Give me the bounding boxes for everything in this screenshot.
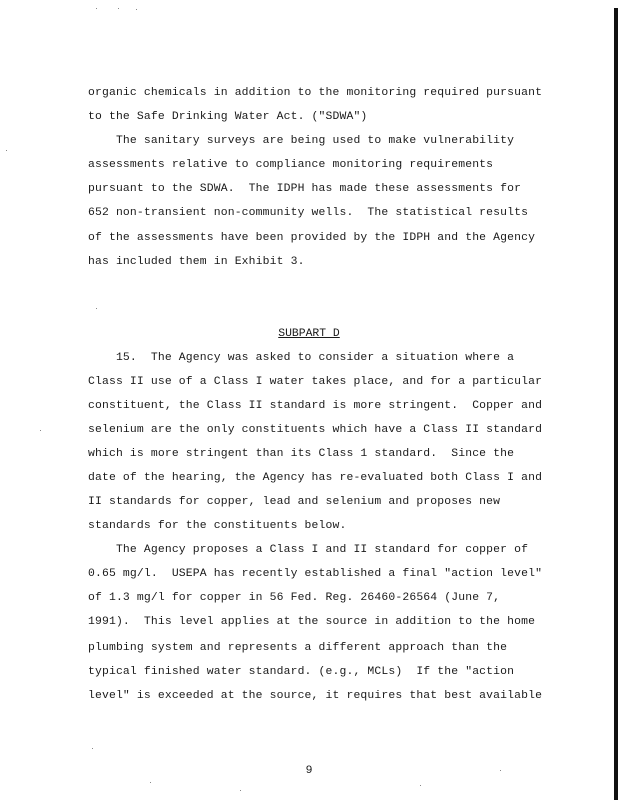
scan-speck	[118, 8, 119, 9]
text-line: level" is exceeded at the source, it requires that best available	[88, 690, 543, 702]
text-line: which is more stringent than its Class 1 standard. Since the	[88, 448, 515, 460]
text-line: date of the hearing, the Agency has re-evaluated both Class I and	[88, 472, 543, 484]
text-line: constituent, the Class II standard is more stringent. Copper and	[88, 400, 543, 412]
text-line: 652 non-transient non-community wells. The statistical results	[88, 207, 529, 219]
scan-speck	[240, 790, 241, 791]
text-line: organic chemicals in addition to the monitoring required pursuant	[88, 87, 543, 99]
text-line: The sanitary surveys are being used to make vulnerability	[88, 135, 515, 147]
scan-speck	[420, 785, 421, 786]
scan-speck	[40, 430, 41, 431]
text-line: to the Safe Drinking Water Act. ("SDWA")	[88, 111, 368, 123]
text-line: The Agency proposes a Class I and II standard for copper of	[88, 544, 529, 556]
text-line: II standards for copper, lead and selenium and proposes new	[88, 496, 501, 508]
text-line: has included them in Exhibit 3.	[88, 256, 305, 268]
scan-speck	[136, 9, 137, 10]
scan-edge-bar	[614, 8, 618, 800]
scan-speck	[6, 150, 7, 151]
text-line: selenium are the only constituents which have a Class II standard	[88, 424, 543, 436]
text-line: typical finished water standard. (e.g., MCLs) If the "action	[88, 666, 515, 678]
text-line: of the assessments have been provided by the IDPH and the Agency	[88, 232, 536, 244]
text-line: pursuant to the SDWA. The IDPH has made these assessments for	[88, 183, 522, 195]
section-heading: SUBPART D	[278, 328, 340, 340]
text-line: plumbing system and represents a different approach than the	[88, 642, 508, 654]
text-line: assessments relative to compliance monitoring requirements	[88, 159, 494, 171]
text-line: Class II use of a Class I water takes place, and for a particular	[88, 376, 543, 388]
scan-speck	[96, 8, 97, 9]
page-number: 9	[305, 765, 313, 777]
text-line: 0.65 mg/l. USEPA has recently established a final "action level"	[88, 568, 543, 580]
text-line: of 1.3 mg/l for copper in 56 Fed. Reg. 26460-26564 (June 7,	[88, 592, 501, 604]
scan-speck	[150, 782, 151, 783]
text-line: 15. The Agency was asked to consider a situation where a	[88, 352, 515, 364]
scan-speck	[96, 308, 97, 309]
scan-speck	[500, 770, 501, 771]
text-line: standards for the constituents below.	[88, 520, 347, 532]
text-line: 1991). This level applies at the source in addition to the home	[88, 616, 536, 628]
scan-speck	[92, 748, 93, 749]
